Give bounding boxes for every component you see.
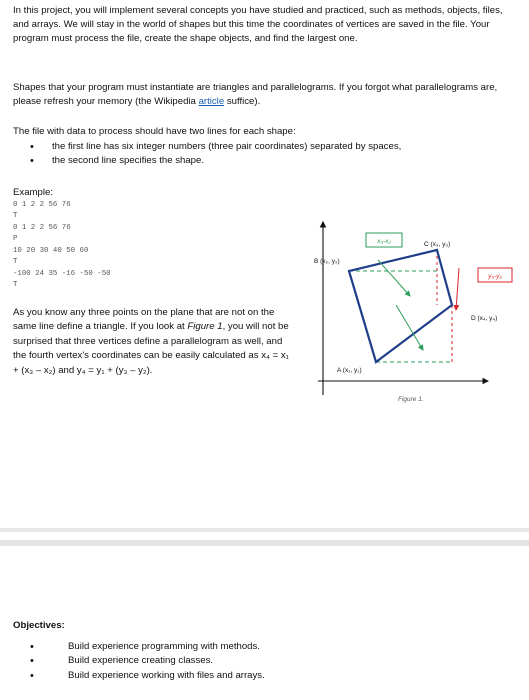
example-line: 0 1 2 2 56 76 [13, 224, 71, 232]
vertex-a-label: A (x₁, y₁) [337, 367, 362, 374]
x-diff-label: x₃-x₂ [377, 238, 391, 245]
figure-caption: Figure 1. [398, 396, 424, 403]
red-arrow [456, 268, 459, 310]
vertex-b-label: B (x₂, y₂) [314, 258, 340, 265]
example-line: P [13, 235, 18, 243]
objectives-list [30, 640, 265, 683]
list-item: • the first line has six integer numbers (three pair coordinates) separated by spaces, [30, 140, 401, 154]
page-separator [0, 540, 529, 546]
y-diff-label: y₃-y₂ [488, 273, 502, 280]
vertex-c-label: C (x₃, y₃) [424, 241, 451, 248]
green-arrow-bc [378, 260, 410, 296]
file-format-list [30, 140, 401, 169]
list-item: • Build experience programming with methods. [30, 640, 265, 654]
example-line: T [13, 258, 18, 266]
figure-1-diagram [300, 215, 529, 415]
example-line: T [13, 281, 18, 289]
explanation-part1: As you know any three points on the plane that are not on the same line define a triangle. If you look at [13, 307, 275, 333]
list-item: • Build experience working with files and arrays. [30, 669, 265, 683]
parallelogram-abcd [349, 250, 452, 362]
file-intro: The file with data to process should have two lines for each shape: [13, 126, 296, 137]
explanation-paragraph [13, 306, 291, 378]
explanation-part2: , you will not be surprised that three vertices define a parallelogram as well, and the fourth vertex's coordinates can be easily calculated as x₄ = x₁ + (x₃ – x₂) and y₄ = y₁ + (y₃ – y₂). [13, 321, 289, 376]
shapes-paragraph [13, 81, 519, 109]
objectives-title: Objectives: [13, 620, 65, 631]
wikipedia-article-link[interactable]: article [198, 96, 225, 108]
example-line: T [13, 212, 18, 220]
shapes-text-before: Shapes that your program must instantiate are triangles and parallelograms. If you forgot what parallelograms are, please refresh your memory (the Wikipedia [13, 82, 498, 108]
list-item: • the second line specifies the shape. [30, 154, 401, 168]
example-line: -100 24 35 -16 -50 -50 [13, 270, 111, 278]
intro-paragraph: In this project, you will implement several concepts you have studied and practiced, such as methods, objects, files, and arrays. We will stay in the world of shapes but this time the coordinates of vertices are saved in the file. Your program must process the file, create the shape objects, and find the largest one. [13, 5, 503, 45]
figure-reference: Figure 1 [187, 321, 223, 333]
vertex-d-label: D (x₄, y₄) [471, 315, 498, 322]
example-line: 10 20 30 40 50 60 [13, 247, 89, 255]
example-label: Example: [13, 187, 53, 198]
shapes-text-after: suffice). [224, 96, 261, 108]
example-line: 0 1 2 2 56 76 [13, 201, 71, 209]
page-separator [0, 528, 529, 532]
list-item: • Build experience creating classes. [30, 654, 265, 668]
